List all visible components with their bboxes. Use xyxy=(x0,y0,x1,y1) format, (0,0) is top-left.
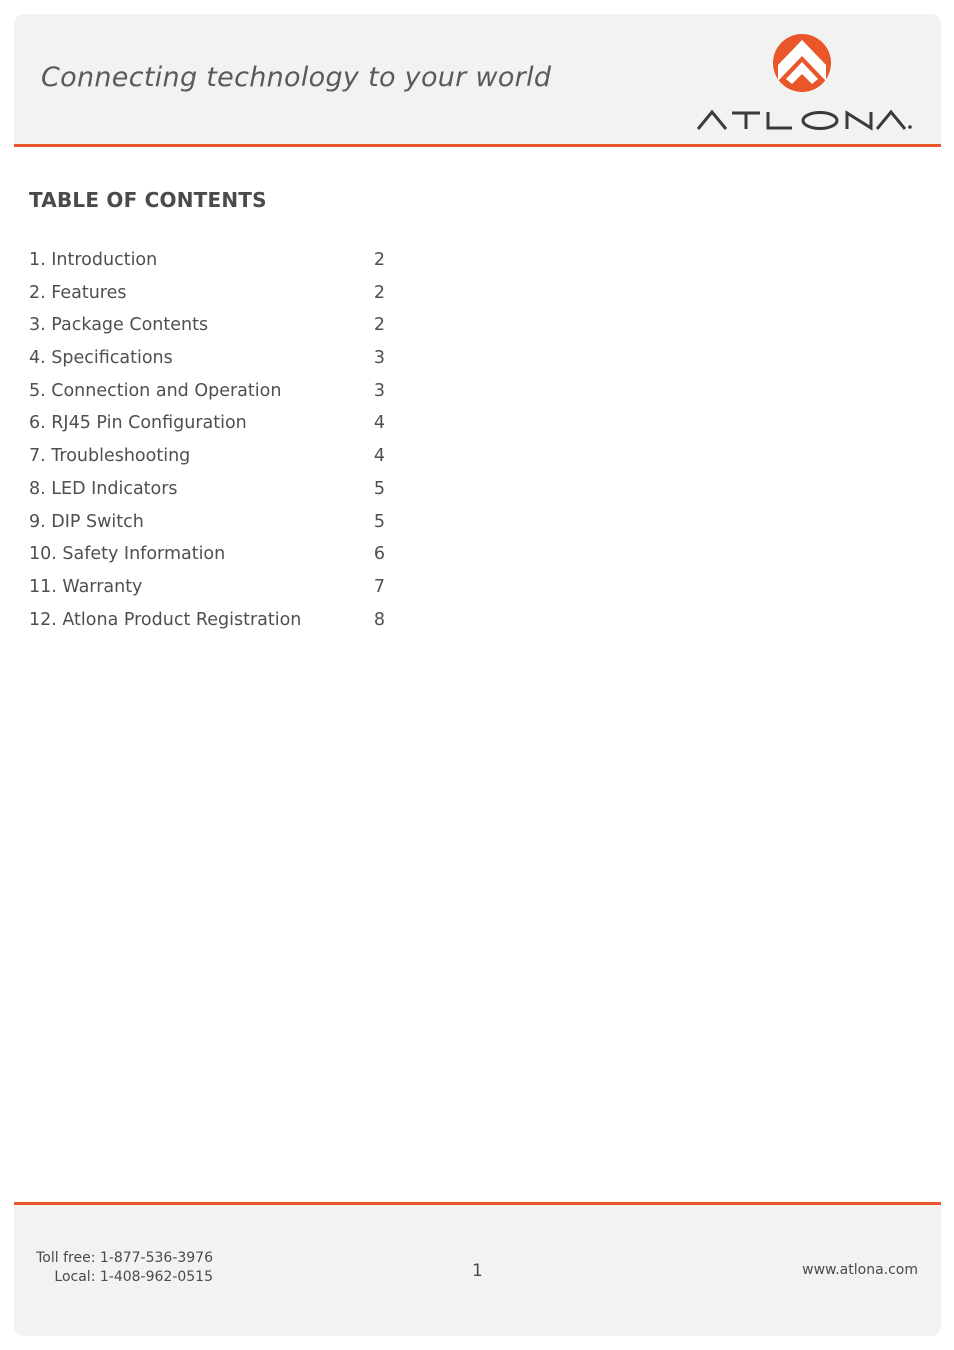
atlona-logo-icon xyxy=(694,34,914,134)
toc-entry-label: 6. RJ45 Pin Configuration xyxy=(29,413,247,434)
toc-entry-page: 7 xyxy=(373,576,385,597)
local-number: Local: 1-408-962-0515 xyxy=(54,1269,213,1285)
toc-entry-label: 7. Troubleshooting xyxy=(29,446,191,467)
toc-entry[interactable] xyxy=(29,244,389,277)
toc-entry[interactable] xyxy=(29,571,389,604)
toc-entry[interactable] xyxy=(29,277,389,310)
toll-free-number: Toll free: 1-877-536-3976 xyxy=(36,1250,213,1266)
toc-entry-page: 2 xyxy=(373,315,385,336)
tagline: Connecting technology to your world xyxy=(41,62,552,93)
toc-entry-label: 4. Specifications xyxy=(29,348,173,369)
toc-entry-page: 6 xyxy=(373,544,385,565)
toc-title: TABLE OF CONTENTS xyxy=(29,188,267,212)
toc-entry-label: 12. Atlona Product Registration xyxy=(29,609,302,630)
atlona-logo xyxy=(694,34,914,134)
contact-info xyxy=(36,1249,213,1287)
website-link[interactable]: www.atlona.com xyxy=(802,1262,918,1278)
toc-entry[interactable] xyxy=(29,309,389,342)
toc-entry[interactable] xyxy=(29,506,389,539)
toc-entry[interactable] xyxy=(29,342,389,375)
toc-entry-label: 11. Warranty xyxy=(29,576,143,597)
toc-entry-page: 3 xyxy=(373,348,385,369)
toc-entry[interactable] xyxy=(29,375,389,408)
toc-entry-label: 3. Package Contents xyxy=(29,315,209,336)
toc-entry-label: 1. Introduction xyxy=(29,250,158,270)
header-divider xyxy=(14,144,941,147)
toc-entry-label: 2. Features xyxy=(29,282,127,303)
toc-entry-page: 4 xyxy=(373,446,385,467)
toc-list xyxy=(29,244,389,636)
toc-entry-page: 5 xyxy=(373,478,385,499)
toc-entry-label: 9. DIP Switch xyxy=(29,511,144,532)
toc-entry-page: 2 xyxy=(373,282,385,303)
toc-entry-page: 3 xyxy=(373,380,385,401)
toc-entry-label: 10. Safety Information xyxy=(29,544,226,565)
page-number: 1 xyxy=(472,1261,483,1281)
toc-entry[interactable] xyxy=(29,440,389,473)
toc-entry[interactable] xyxy=(29,473,389,506)
toc-entry[interactable] xyxy=(29,538,389,571)
toc-entry[interactable] xyxy=(29,407,389,440)
toc-entry-label: 5. Connection and Operation xyxy=(29,380,282,401)
toc-entry-page: 2 xyxy=(373,250,385,270)
toc-entry-page: 4 xyxy=(373,413,385,434)
footer-divider xyxy=(14,1202,941,1205)
toc-entry-page: 5 xyxy=(373,511,385,532)
toc-entry-page: 8 xyxy=(373,609,385,630)
toc-entry-label: 8. LED Indicators xyxy=(29,478,178,499)
toc-entry[interactable] xyxy=(29,604,389,637)
